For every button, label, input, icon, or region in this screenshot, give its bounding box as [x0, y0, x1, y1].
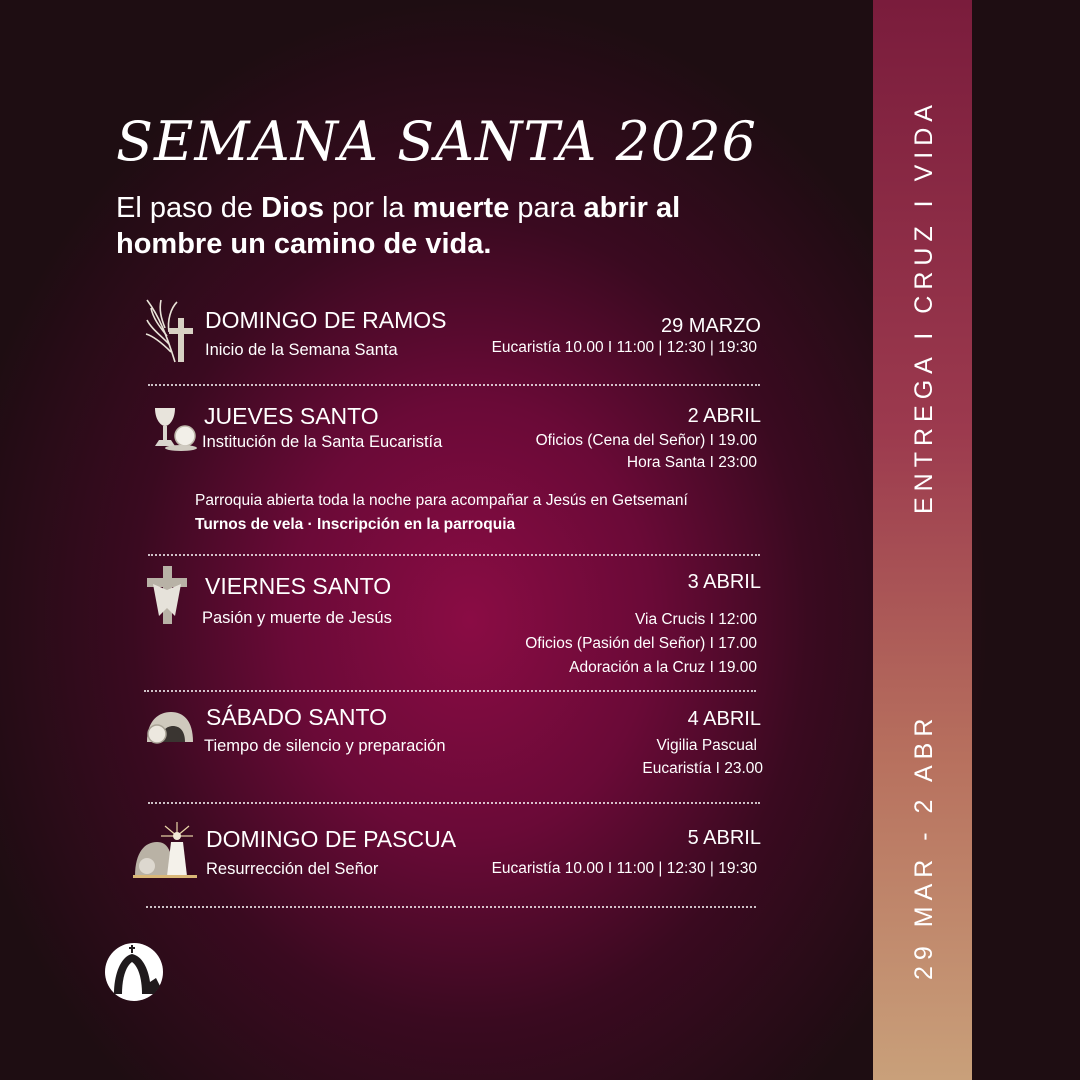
divider — [148, 554, 760, 556]
event-title: DOMINGO DE RAMOS — [205, 307, 447, 333]
event-time: Vigilia Pascual — [656, 737, 757, 754]
parish-logo-icon — [104, 942, 164, 1002]
event-title: SÁBADO SANTO — [206, 704, 388, 730]
event-subtitle: Pasión y muerte de Jesús — [202, 609, 392, 627]
event-jueves-santo — [145, 400, 765, 540]
event-time: Eucaristía 10.00 I 11:00 | 12:30 | 19:30 — [491, 339, 757, 356]
event-date: 3 ABRIL — [687, 571, 761, 593]
side-dates: 29 MAR - 2 ABR — [910, 712, 938, 980]
event-time: Oficios (Pasión del Señor) I 17.00 — [525, 635, 757, 652]
event-time: Hora Santa I 23:00 — [626, 454, 757, 471]
event-date: 29 MARZO — [660, 315, 761, 337]
divider — [148, 802, 760, 804]
event-time: Oficios (Cena del Señor) I 19.00 — [535, 432, 757, 449]
risen-christ-icon — [133, 822, 197, 878]
event-time: Via Crucis I 12:00 — [634, 611, 757, 628]
event-date: 4 ABRIL — [687, 708, 761, 730]
event-time: Eucaristía 10.00 I 11:00 | 12:30 | 19:30 — [491, 860, 757, 877]
event-note: Turnos de vela · Inscripción en la parroquia — [195, 516, 516, 533]
event-subtitle: Resurrección del Señor — [206, 860, 379, 878]
event-sabado-santo — [145, 702, 765, 782]
event-time: Eucaristía I 23.00 — [642, 760, 763, 777]
chalice-icon — [151, 404, 199, 452]
event-note: Parroquia abierta toda la noche para acompañar a Jesús en Getsemaní — [195, 492, 688, 509]
event-subtitle: Inicio de la Semana Santa — [205, 341, 398, 359]
cross-shroud-icon — [145, 566, 189, 624]
page-subtitle: El paso de Dios por la muerte para abrir al hombre un camino de vida. — [116, 192, 681, 260]
event-viernes-santo — [145, 566, 765, 682]
tomb-icon — [145, 710, 195, 744]
divider — [144, 690, 756, 692]
event-title: DOMINGO DE PASCUA — [206, 826, 457, 852]
event-time: Adoración a la Cruz I 19.00 — [569, 659, 757, 676]
event-title: VIERNES SANTO — [205, 573, 392, 599]
event-title: JUEVES SANTO — [204, 403, 379, 429]
palm-cross-icon — [145, 296, 203, 366]
event-subtitle: Institución de la Santa Eucaristía — [202, 433, 443, 451]
event-domingo-de-ramos — [145, 296, 765, 366]
side-tagline: ENTREGA I CRUZ I VIDA — [910, 99, 938, 514]
divider — [146, 906, 756, 908]
event-subtitle: Tiempo de silencio y preparación — [204, 737, 446, 755]
event-date: 5 ABRIL — [687, 827, 761, 849]
divider — [148, 384, 760, 386]
event-domingo-de-pascua — [145, 822, 765, 886]
event-date: 2 ABRIL — [687, 405, 761, 427]
page-title: SEMANA SANTA 2026 — [116, 110, 758, 173]
